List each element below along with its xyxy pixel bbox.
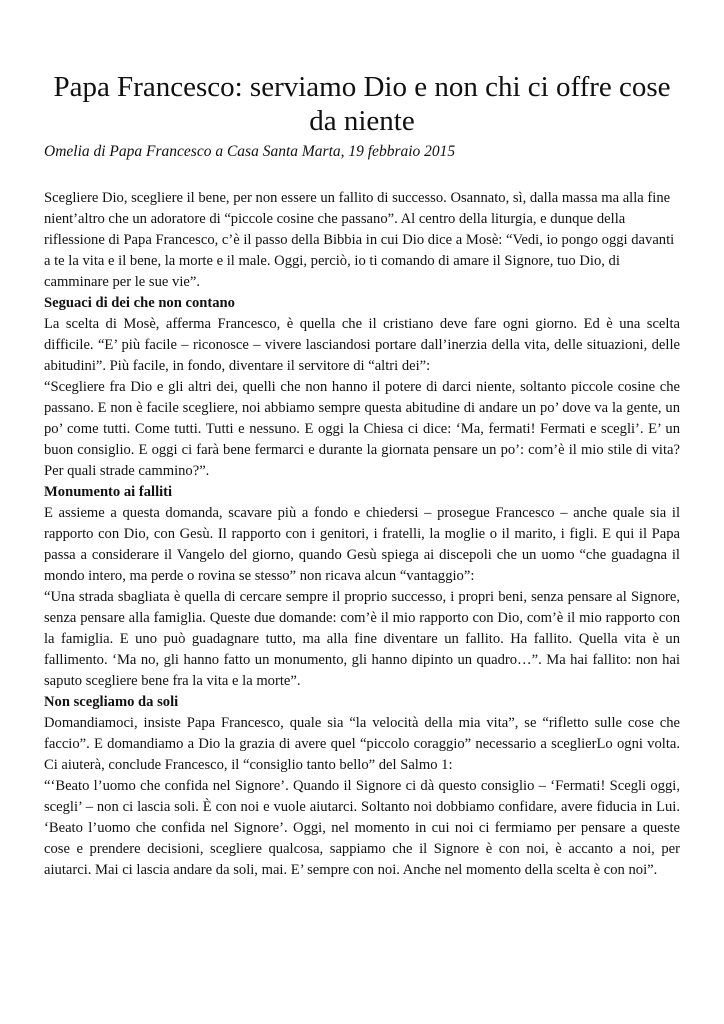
section-2 — [44, 482, 680, 692]
section-paragraph: E assieme a questa domanda, scavare più a fondo e chiedersi – prosegue Francesco – anche quale sia il rapporto con Dio, con Gesù. Il rapporto con i genitori, i fratelli, la moglie o il marito, i figli. E qui il Papa passa a considerare il Vangelo del giorno, quando Gesù spiega ai discepoli che un uomo “che guadagna il mondo intero, ma perde o rovina se stesso” non ricava alcun “vantaggio”: — [44, 505, 680, 584]
section-paragraph: “Una strada sbagliata è quella di cercare sempre il proprio successo, i propri beni, senza pensare al Signore, senza pensare alla famiglia. Queste due domande: com’è il mio rapporto con Dio, com’è il mio rapporto con la famiglia. E uno può guadagnare tutto, ma alla fine diventare un fallito. Ha fallito. Quella vita è un fallimento. ‘Ma no, gli hanno fatto un monumento, gli hanno dipinto un quadro…”. Ma hai fallito: non hai saputo scegliere bene fra la vita e la morte”. — [44, 589, 680, 689]
section-heading: Seguaci di dei che non contano — [44, 295, 235, 311]
intro-paragraph: Scegliere Dio, scegliere il bene, per non essere un fallito di successo. Osannato, sì, dalla massa ma alla fine nient’altro che un adoratore di “piccole cosine che passano”. Al centro della liturgia, e dunque della riflessione di Papa Francesco, c’è il passo della Bibbia in cui Dio dice a Mosè: “Vedi, io pongo oggi davanti a te la vita e il bene, la morte e il male. Oggi, perciò, io ti comando di amare il Signore, tuo Dio, di camminare per le sue vie”. — [44, 190, 675, 290]
section-heading: Monumento ai falliti — [44, 484, 173, 500]
document-title: Papa Francesco: serviamo Dio e non chi ci offre cose da niente — [53, 71, 671, 137]
section-paragraph: La scelta di Mosè, afferma Francesco, è quella che il cristiano deve fare ogni giorno. Ed è una scelta difficile. “E’ più facile – riconosce – vivere lasciandosi portare dall’inerzia della vita, delle situazioni, delle abitudini”. Più facile, in fondo, diventare il servitore di “altri dei”: — [44, 316, 680, 374]
section-paragraph: “Scegliere fra Dio e gli altri dei, quelli che non hanno il potere di darci niente, soltanto piccole cosine che passano. E non è facile scegliere, noi abbiamo sempre questa abitudine di andare un po’ dove va la gente, un po’ come tutti. Come tutti. Tutti e nessuno. E oggi la Chiesa ci dice: ‘Ma, fermati! Fermati e scegli’. E’ un buon consiglio. E oggi ci farà bene fermarci e durante la giornata pensare un po’: com’è il mio stile di vita? Per quali strade cammino?”. — [44, 379, 680, 479]
section-paragraph: “‘Beato l’uomo che confida nel Signore’. Quando il Signore ci dà questo consiglio – ‘Fermati! Scegli oggi, scegli’ – non ci lascia soli. È con noi e vuole aiutarci. Soltanto noi dobbiamo confidare, avere fiducia in Lui. ‘Beato l’uomo che confida nel Signore’. Oggi, nel momento in cui noi ci fermiamo per pensare a queste cose e prendere decisioni, scegliere qualcosa, sappiamo che il Signore è con noi, è accanto a noi, per aiutarci. Mai ci lascia andare da soli, mai. E’ sempre con noi. Anche nel momento della scelta è con noi”. — [44, 778, 680, 878]
document-subtitle: Omelia di Papa Francesco a Casa Santa Marta, 19 febbraio 2015 — [44, 143, 456, 160]
section-heading: Non scegliamo da soli — [44, 694, 179, 710]
section-1 — [44, 293, 680, 482]
section-3 — [44, 692, 680, 881]
document-body — [44, 188, 680, 881]
section-paragraph: Domandiamoci, insiste Papa Francesco, quale sia “la velocità della mia vita”, se “rifletto sulle cose che faccio”. E domandiamo a Dio la grazia di avere quel “piccolo coraggio” necessario a sceglierLo ogni volta. Ci aiuterà, conclude Francesco, il “consiglio tanto bello” del Salmo 1: — [44, 715, 680, 773]
